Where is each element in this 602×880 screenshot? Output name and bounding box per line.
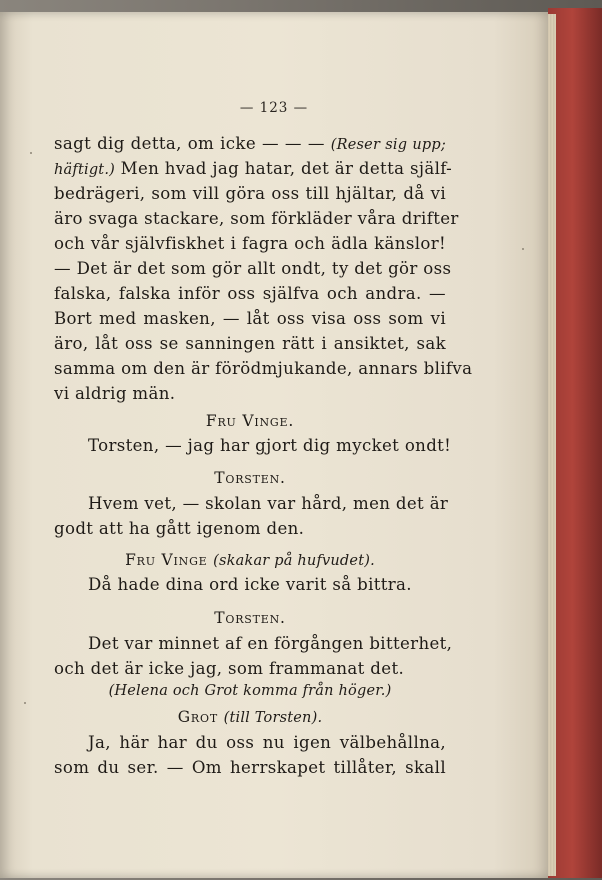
speaker-fru-vinge-2	[54, 549, 446, 571]
paper-speck	[30, 152, 32, 154]
speaker-grot	[54, 706, 446, 728]
text-line-7: falska, falska inför oss själfva och andra. —	[54, 284, 446, 303]
dialogue-torsten-1b: godt att ha gått igenom den.	[54, 519, 305, 538]
dialogue-grot-b: som du ser. — Om herrskapet tillåter, skall	[54, 758, 446, 777]
speaker-fru-vinge-2-name: Fru Vinge	[125, 551, 208, 569]
text-line-1-main: sagt dig detta, om icke — — —	[54, 134, 331, 153]
text-line-4: äro svaga stackare, som förkläder våra drifter	[54, 209, 459, 228]
dialogue-fru-vinge-2: Då hade dina ord icke varit så bittra.	[88, 575, 412, 594]
dialogue-torsten-1a: Hvem vet, — skolan var hård, men det är	[88, 494, 449, 513]
text-line-8: Bort med masken, — låt oss visa oss som vi	[54, 309, 446, 328]
text-line-2-main: Men hvad jag hatar, det är detta själf-	[115, 159, 453, 178]
text-line-1	[54, 133, 446, 155]
speaker-fru-vinge-1: Fru Vinge.	[205, 412, 295, 430]
book-cover-edge	[548, 8, 602, 878]
speaker-torsten-1: Torsten.	[214, 469, 286, 487]
dialogue-grot-a: Ja, här har du oss nu igen välbehållna,	[88, 733, 446, 752]
book-page	[0, 12, 548, 878]
text-line-2-stage: häftigt.)	[54, 162, 115, 178]
speaker-torsten-2: Torsten.	[214, 609, 286, 627]
text-line-3: bedrägeri, som vill göra oss till hjältar, då vi	[54, 184, 446, 203]
page-number: — 123 —	[239, 100, 309, 116]
paper-speck	[24, 702, 26, 704]
text-line-10: samma om den är förödmjukande, annars blifva	[54, 359, 473, 378]
text-line-1-stage: (Reser sig upp;	[330, 137, 446, 153]
stage-direction-shakes-head: (skakar på hufvudet).	[213, 553, 375, 569]
speaker-grot-name: Grot	[177, 708, 218, 726]
paper-speck	[522, 248, 524, 250]
text-line-2	[54, 158, 453, 180]
text-line-11: vi aldrig män.	[54, 384, 176, 403]
text-line-5: och vår självfiskhet i fagra och ädla känslor!	[54, 234, 446, 253]
stage-direction-to-torsten: (till Torsten).	[223, 710, 323, 726]
text-line-6: — Det är det som gör allt ondt, ty det gör oss	[54, 259, 452, 278]
dialogue-torsten-2a: Det var minnet af en förgången bitterhet,	[88, 634, 453, 653]
dialogue-torsten-2b: och det är icke jag, som frammanat det.	[54, 659, 405, 678]
text-line-9: äro, låt oss se sanningen rätt i ansiktet, sak	[54, 334, 446, 353]
dialogue-fru-vinge-1: Torsten, — jag har gjort dig mycket ondt!	[88, 436, 452, 455]
stage-direction-enter: (Helena och Grot komma från höger.)	[108, 683, 392, 699]
